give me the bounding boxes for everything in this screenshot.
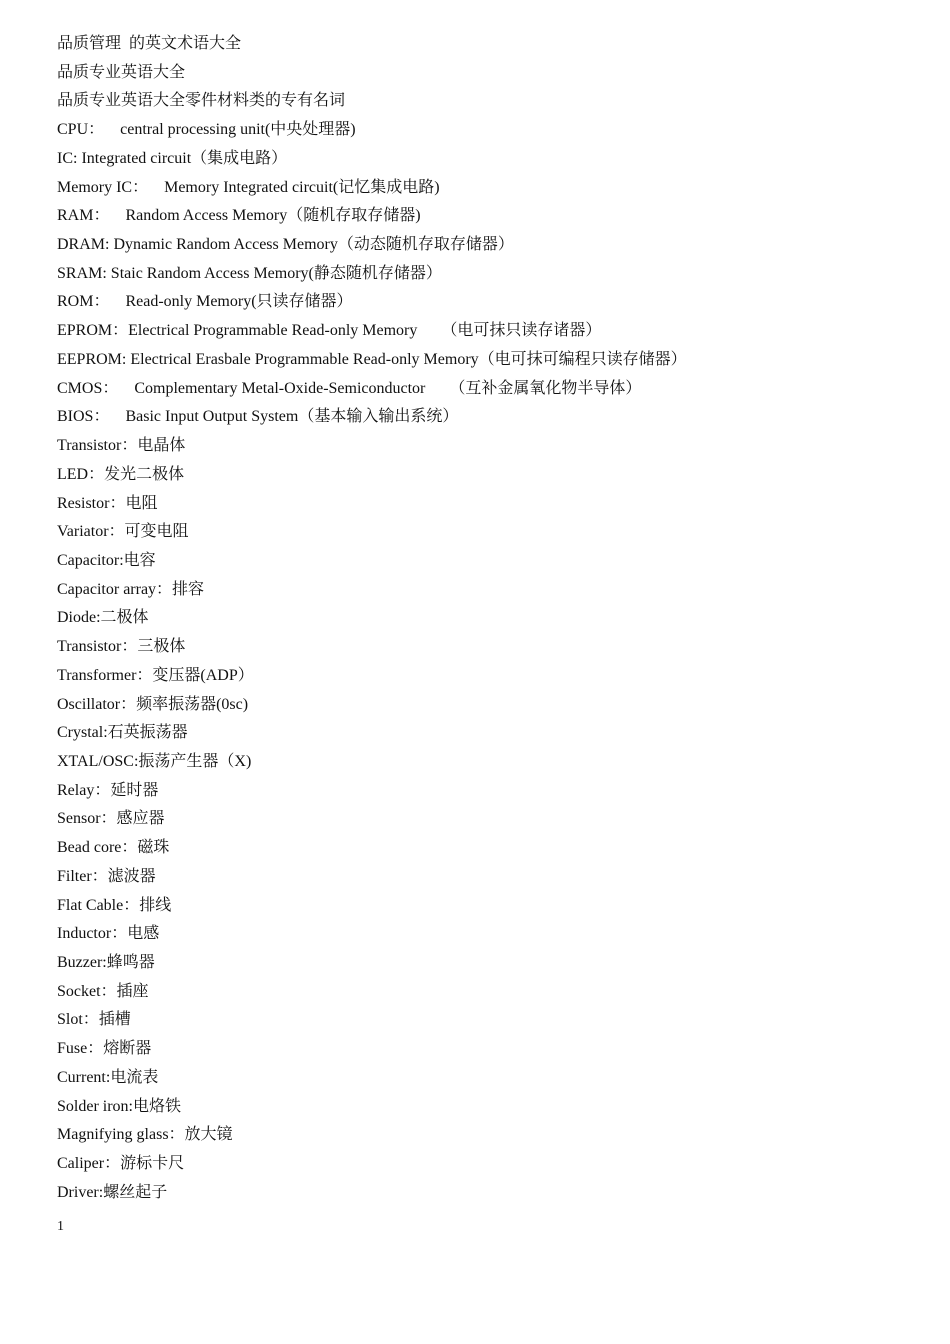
glossary-entry-crystal: Crystal:石英振荡器 (57, 724, 188, 742)
glossary-entry-current: Current:电流表 (57, 1068, 159, 1086)
document-title: 品质管理 的英文术语大全 (57, 35, 242, 52)
glossary-list (57, 30, 917, 1207)
glossary-entry-flat-cable: Flat Cable：排线 (57, 896, 172, 914)
glossary-entry-dram: DRAM: Dynamic Random Access Memory（动态随机存取存储器） (57, 236, 514, 254)
glossary-entry-capacitor: Capacitor:电容 (57, 551, 156, 569)
glossary-entry-rom: ROM： Read-only Memory(只读存储器） (57, 293, 353, 311)
glossary-entry-buzzer: Buzzer:蜂鸣器 (57, 954, 155, 971)
page-number: 1 (57, 1219, 64, 1234)
glossary-entry-sensor: Sensor：感应器 (57, 810, 165, 828)
glossary-entry-resistor: Resistor：电阻 (57, 494, 158, 512)
glossary-entry-inductor: Inductor：电感 (57, 925, 160, 943)
glossary-entry-caliper: Caliper：游标卡尺 (57, 1155, 185, 1173)
glossary-entry-solder-iron: Solder iron:电烙铁 (57, 1097, 181, 1115)
glossary-entry-led: LED：发光二极体 (57, 465, 185, 483)
glossary-entry-xtal-osc: XTAL/OSC:振荡产生器（X) (57, 752, 252, 770)
glossary-entry-driver: Driver:螺丝起子 (57, 1183, 168, 1201)
glossary-entry-sram: SRAM: Staic Random Access Memory(静态随机存储器） (57, 264, 442, 282)
glossary-entry-bead-core: Bead core：磁珠 (57, 839, 170, 857)
section-heading: 品质专业英语大全 (57, 63, 186, 81)
glossary-entry-magnifying-glass: Magnifying glass：放大镜 (57, 1126, 233, 1144)
glossary-entry-fuse: Fuse：熔断器 (57, 1040, 152, 1058)
glossary-entry-diode: Diode:二极体 (57, 609, 149, 627)
glossary-entry-oscillator: Oscillator：频率振荡器(0sc) (57, 695, 249, 713)
glossary-entry-transistor: Transistor：电晶体 (57, 437, 186, 455)
glossary-entry-slot: Slot：插槽 (57, 1011, 131, 1029)
glossary-entry-relay: Relay：延时器 (57, 781, 159, 799)
glossary-entry-cpu: CPU： central processing unit(中央处理器) (57, 121, 356, 139)
glossary-entry-socket: Socket：插座 (57, 982, 149, 1000)
glossary-entry-transistor-triode: Transistor：三极体 (57, 638, 186, 656)
glossary-entry-bios: BIOS： Basic Input Output System（基本输入输出系统） (57, 408, 459, 426)
glossary-entry-eprom: EPROM：Electrical Programmable Read-only Memory （电可抹只读存诸器） (57, 322, 602, 340)
glossary-entry-capacitor-array: Capacitor array：排容 (57, 580, 205, 598)
glossary-entry-variator: Variator：可变电阻 (57, 523, 189, 541)
glossary-entry-transformer: Transformer：变压器(ADP） (57, 666, 254, 684)
glossary-entry-ic: IC: Integrated circuit（集成电路） (57, 149, 288, 167)
section-subheading: 品质专业英语大全零件材料类的专有名词 (57, 92, 346, 110)
glossary-entry-filter: Filter：滤波器 (57, 867, 156, 885)
glossary-entry-eeprom: EEPROM: Electrical Erasbale Programmable Read-only Memory（电可抹可编程只读存储器） (57, 350, 687, 368)
glossary-entry-ram: RAM： Random Access Memory（随机存取存储器) (57, 207, 421, 225)
glossary-entry-cmos: CMOS： Complementary Metal-Oxide-Semiconductor （互补金属氧化物半导体） (57, 379, 642, 397)
glossary-entry-memory-ic: Memory IC： Memory Integrated circuit(记忆集成电路) (57, 178, 440, 196)
